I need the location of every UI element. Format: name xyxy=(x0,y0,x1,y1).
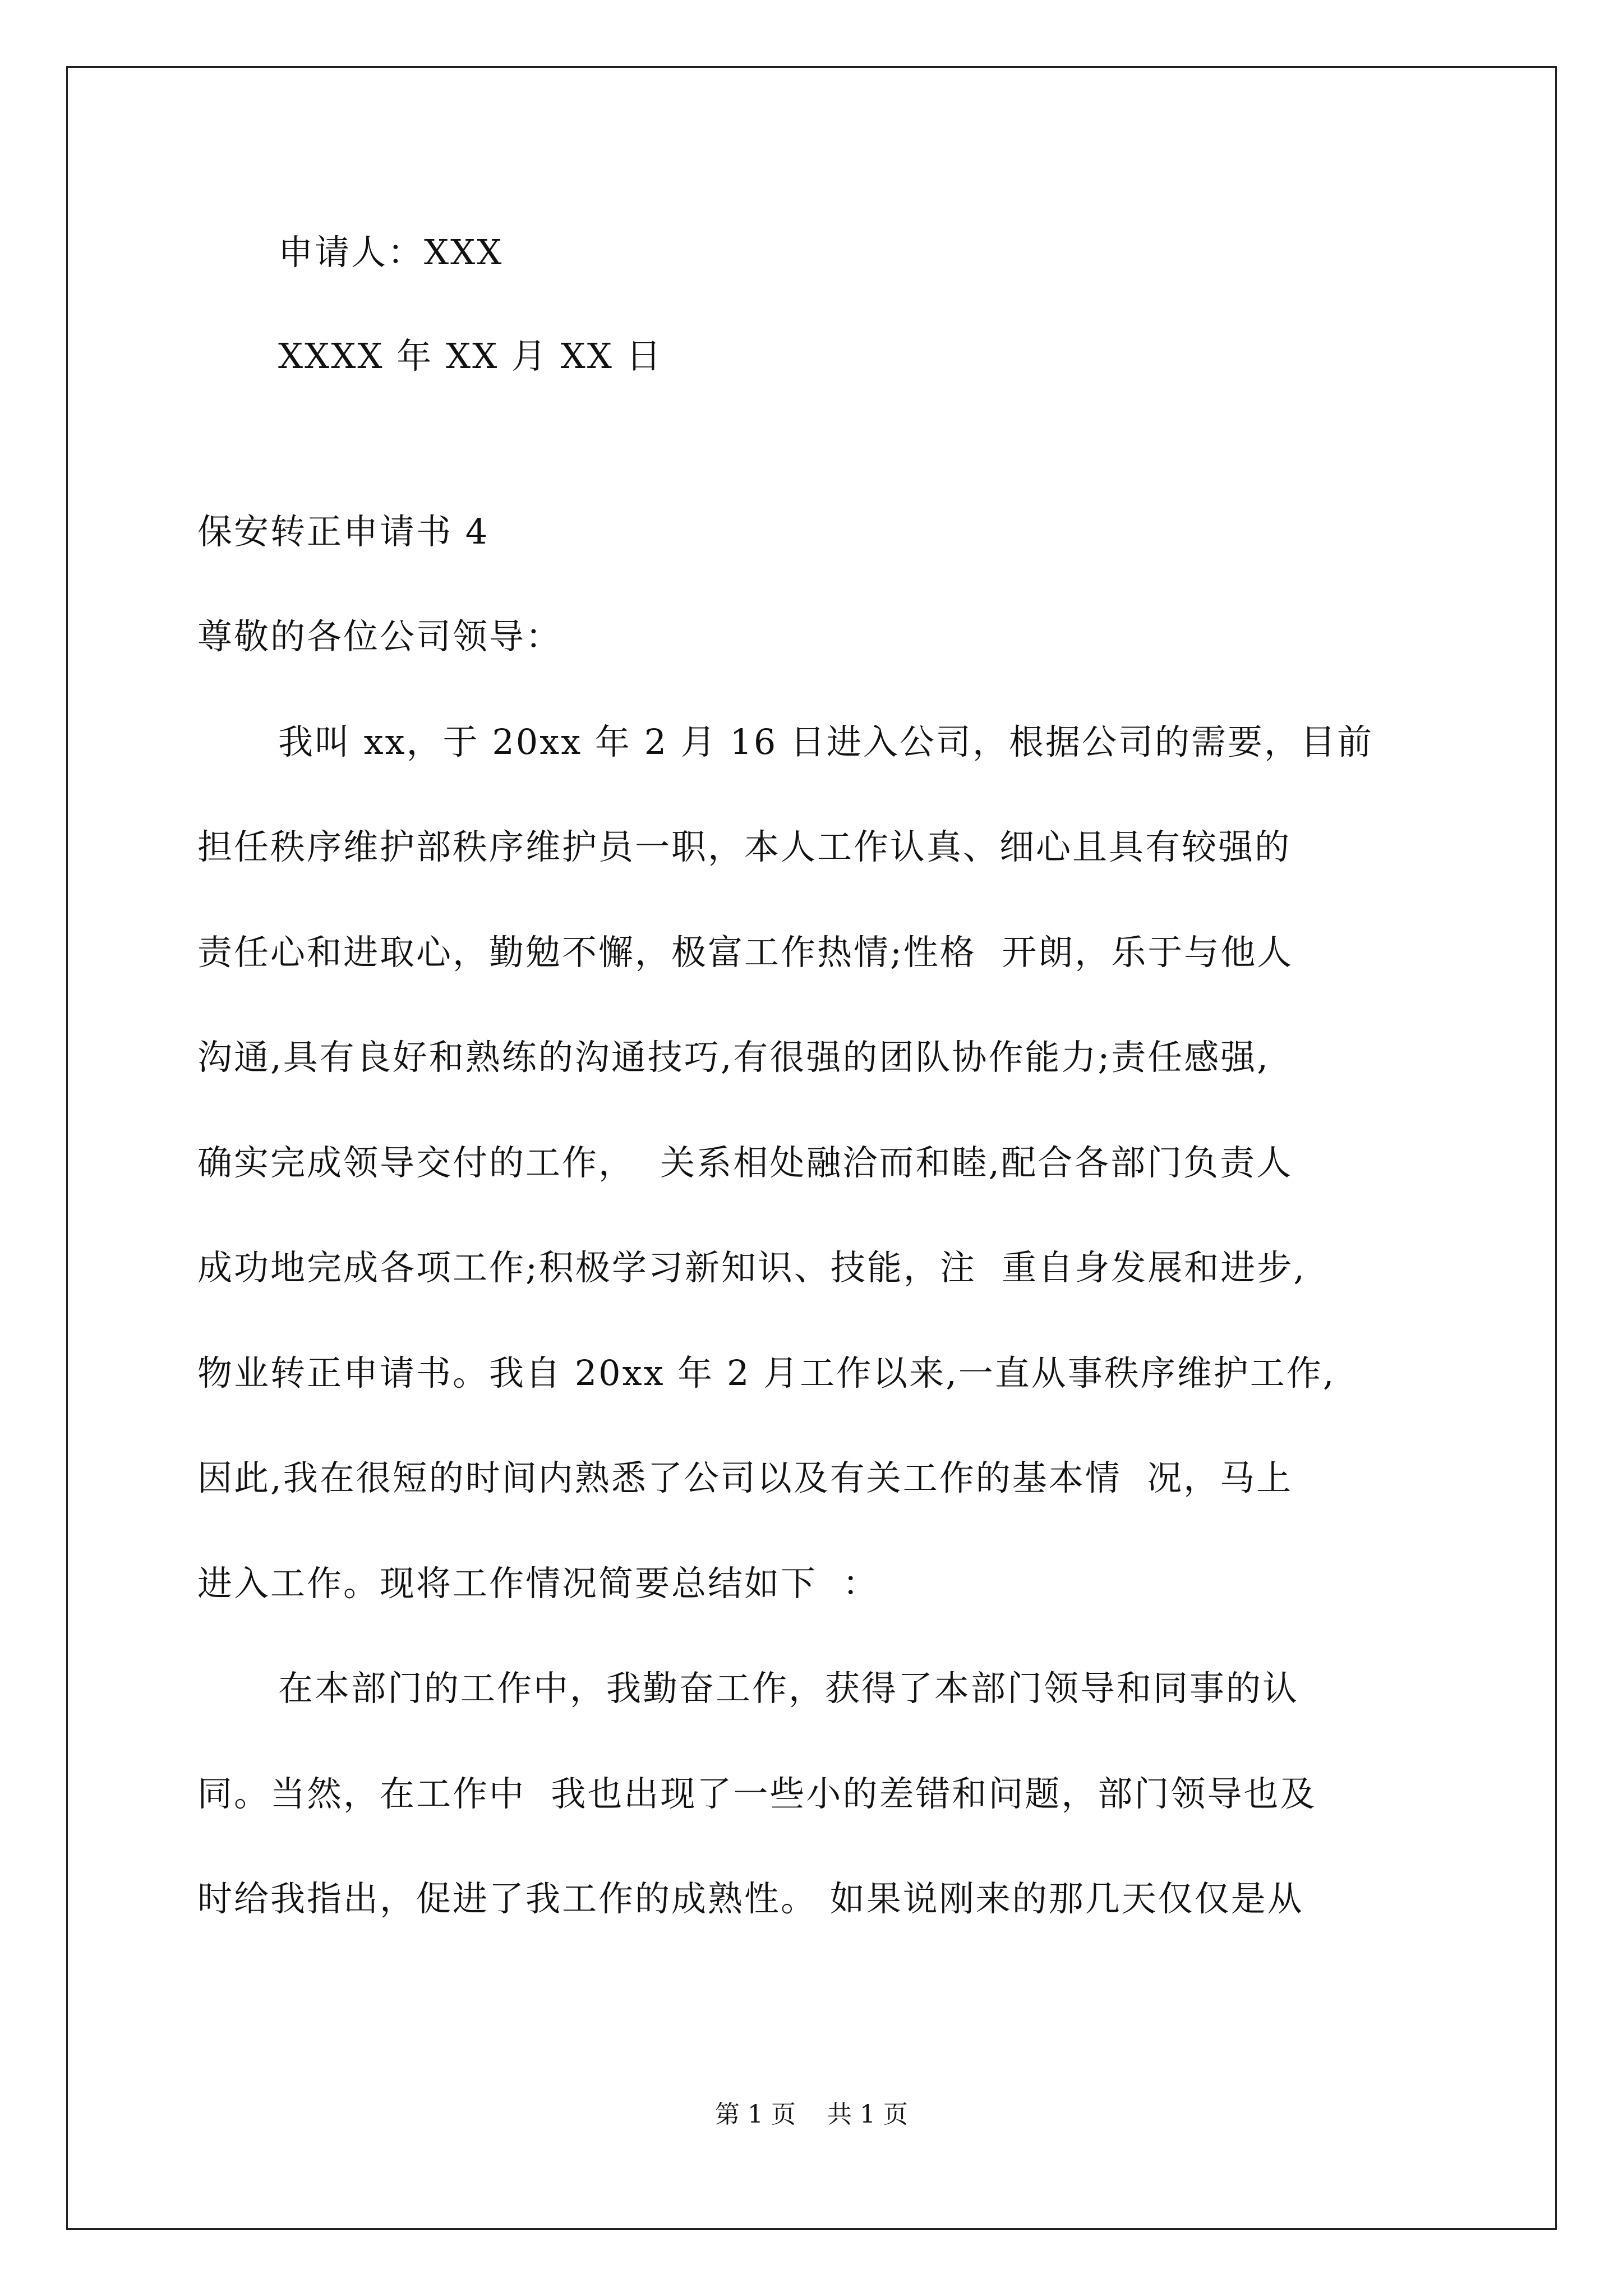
paragraph-line: 确实完成领导交付的工作， 关系相处融洽而和睦,配合各部门负责人 xyxy=(197,1142,1293,1183)
paragraph-line: 在本部门的工作中，我勤奋工作，获得了本部门领导和同事的认 xyxy=(278,1668,1299,1709)
paragraph-line: 物业转正申请书。我自 20xx 年 2 月工作以来,一直从事秩序维护工作, xyxy=(197,1352,1336,1393)
applicant-line: 申请人：XXX xyxy=(278,232,504,273)
paragraph-line: 我叫 xx，于 20xx 年 2 月 16 日进入公司，根据公司的需要，目前 xyxy=(278,721,1374,762)
salutation: 尊敬的各位公司领导： xyxy=(197,616,562,657)
paragraph-line: 成功地完成各项工作;积极学习新知识、技能，注 重自身发展和进步, xyxy=(197,1247,1307,1288)
paragraph-line: 时给我指出，促进了我工作的成熟性。 如果说刚来的那几天仅仅是从 xyxy=(197,1878,1304,1919)
paragraph-line: 进入工作。现将工作情况简要总结如下 ： xyxy=(197,1563,879,1604)
paragraph-line: 同。当然，在工作中 我也出现了一些小的差错和问题，部门领导也及 xyxy=(197,1773,1317,1814)
date-line: XXXX 年 XX 月 XX 日 xyxy=(278,335,663,376)
section-title: 保安转正申请书 4 xyxy=(197,511,490,552)
page-footer: 第 1 页 共 1 页 xyxy=(715,2100,908,2129)
paragraph-line: 沟通,具有良好和熟练的沟通技巧,有很强的团队协作能力;责任感强, xyxy=(197,1037,1270,1078)
paragraph-line: 责任心和进取心，勤勉不懈，极富工作热情;性格 开朗，乐于与他人 xyxy=(197,932,1294,973)
paragraph-line: 因此,我在很短的时间内熟悉了公司以及有关工作的基本情 况，马上 xyxy=(197,1457,1293,1498)
paragraph-line: 担任秩序维护部秩序维护员一职，本人工作认真、细心且具有较强的 xyxy=(197,826,1292,867)
